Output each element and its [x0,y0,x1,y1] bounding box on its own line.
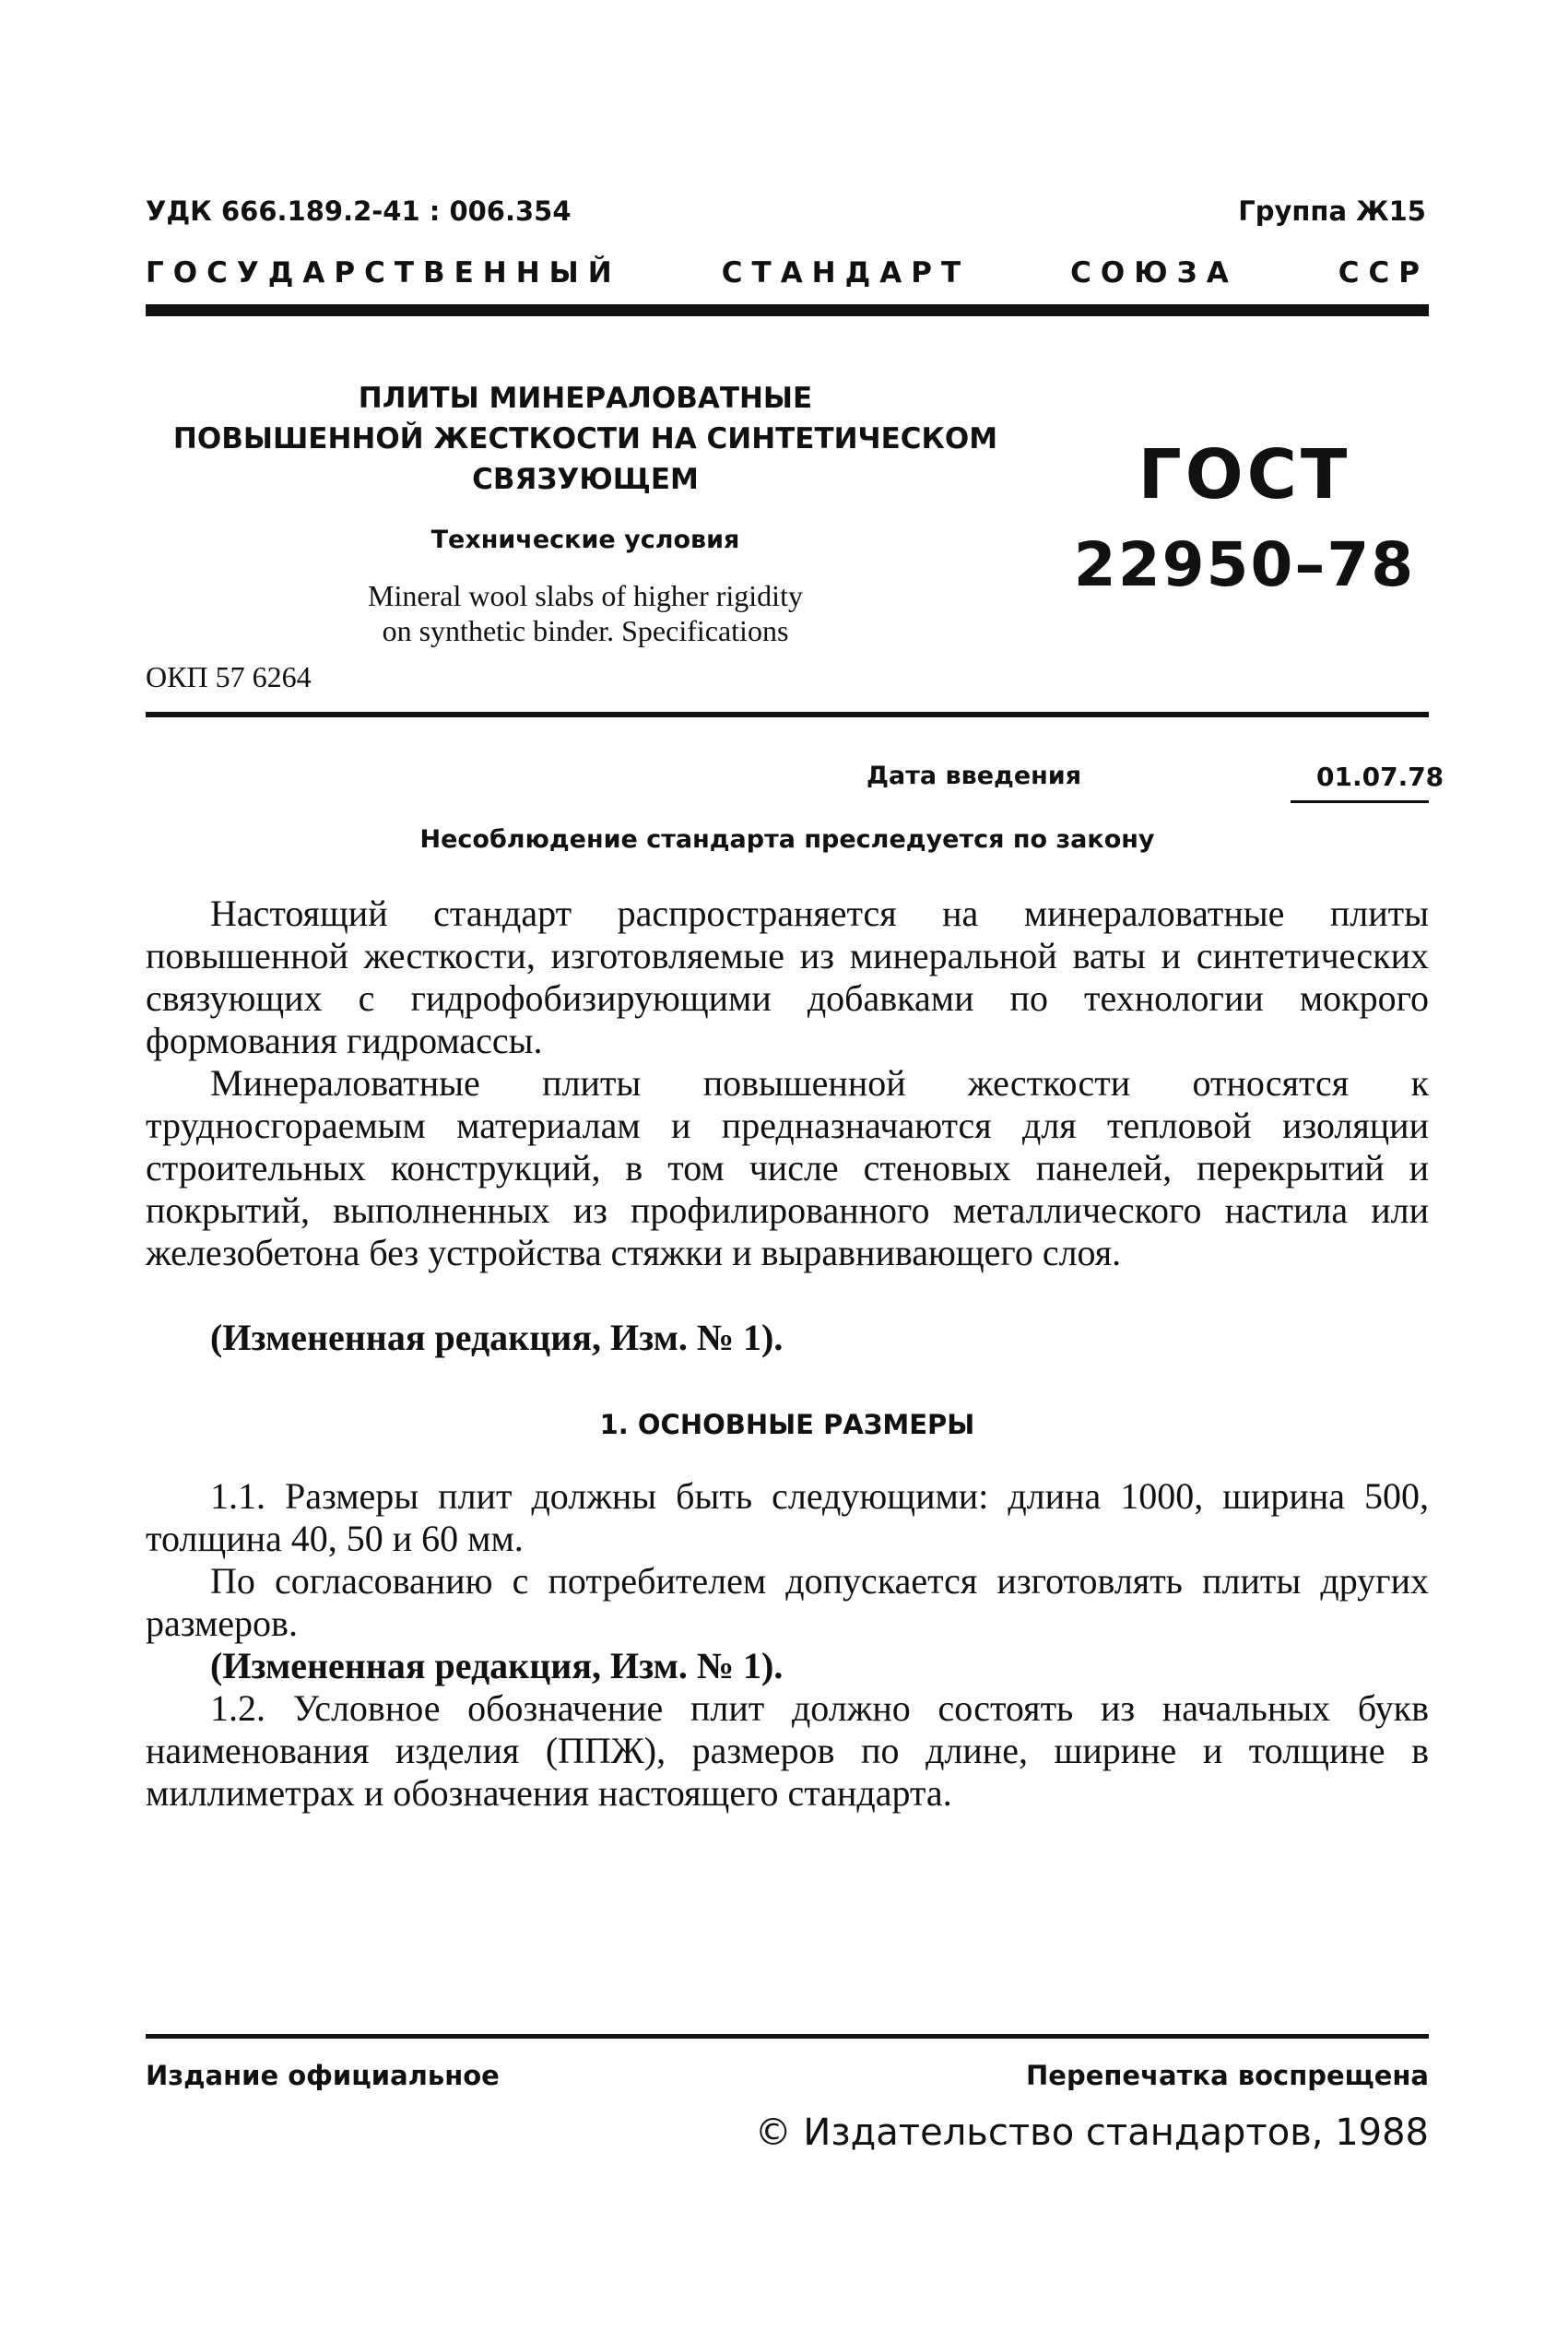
english-title [161,578,1009,648]
state-standard-word-3: СОЮЗА [1070,256,1238,290]
title-line-1: ПЛИТЫ МИНЕРАЛОВАТНЫЕ [358,382,813,415]
clause-1-2-text: 1.2. Условное обозначение плит должно состоять из начальных букв наименования изделия (ППЖ), размеров по длине, ширине и толщине в миллиметрах и обозначения настоящего стандарта. [146,1687,1429,1814]
state-standard-word-4: ССР [1338,256,1429,290]
reprint-notice: Перепечатка воспрещена [1026,2060,1429,2091]
amendment-note-2: (Измененная редакция, Изм. № 1). [210,1645,784,1686]
clause-1-1 [146,1475,1429,1560]
english-title-line-1: Mineral wool slabs of higher rigidity [368,579,803,612]
gost-designation [1060,433,1429,607]
subtitle: Технические условия [430,526,740,554]
title-block [161,378,1009,648]
middle-rule [146,712,1429,717]
amendment-note-1: (Измененная редакция, Изм. № 1). [210,1317,784,1358]
title-line-2: ПОВЫШЕННОЙ ЖЕСТКОСТИ НА СИНТЕТИЧЕСКОМ [172,422,998,455]
law-notice: Несоблюдение стандарта преследуется по закону [419,825,1155,854]
clause-1-2 [146,1687,1429,1815]
paragraph-purpose-text: Минераловатные плиты повышенной жесткости относятся к трудносгораемым материалам и предназначаются для тепловой изоляции строительных конструкций, в том числе стеновых панелей, перекрытий и покрытий, выполненных из профилированного металлического настила или железобетона без устройства стяжки и выравнивающего слоя. [146,1062,1429,1273]
paragraph-scope-text: Настоящий стандарт распространяется на минераловатные плиты повышенной жесткости, изготовляемые из минеральной ваты и синтетических связующих с гидрофобизирующими добавками по технологии мокрого формования гидромассы. [146,893,1429,1061]
clause-1-1-continuation-text: По согласованию с потребителем допускается изготовлять плиты других размеров. [146,1560,1429,1644]
paragraph-scope [146,893,1429,1062]
state-standard-word-2: СТАНДАРТ [721,256,971,290]
english-title-line-2: on synthetic binder. Specifications [382,614,789,647]
paragraph-purpose [146,1062,1429,1274]
gost-label: ГОСТ [1138,435,1351,514]
top-rule [146,304,1429,316]
state-standard-heading [146,256,1429,290]
okp-code: ОКП 57 6264 [146,660,312,693]
clause-1-1-continuation [146,1560,1429,1645]
copyright-notice: © Издательство стандартов, 1988 [754,2111,1429,2154]
edition-label: Издание официальное [146,2060,500,2091]
section-heading: 1. ОСНОВНЫЕ РАЗМЕРЫ [599,1409,975,1440]
date-underline [1291,800,1429,803]
state-standard-word-1: ГОСУДАРСТВЕННЫЙ [146,256,621,290]
group-code: Группа Ж15 [1238,195,1426,227]
gost-number: 22950–78 [1073,529,1416,600]
clause-1-1-text: 1.1. Размеры плит должны быть следующими: длина 1000, ширина 500, толщина 40, 50 и 60 мм. [146,1475,1429,1559]
udk-code: УДК 666.189.2-41 : 006.354 [146,195,572,227]
date-label: Дата введения [867,762,1082,790]
bottom-rule [146,2034,1429,2039]
title-line-3: СВЯЗУЮЩЕМ [472,463,699,496]
date-value: 01.07.78 [1316,762,1444,792]
